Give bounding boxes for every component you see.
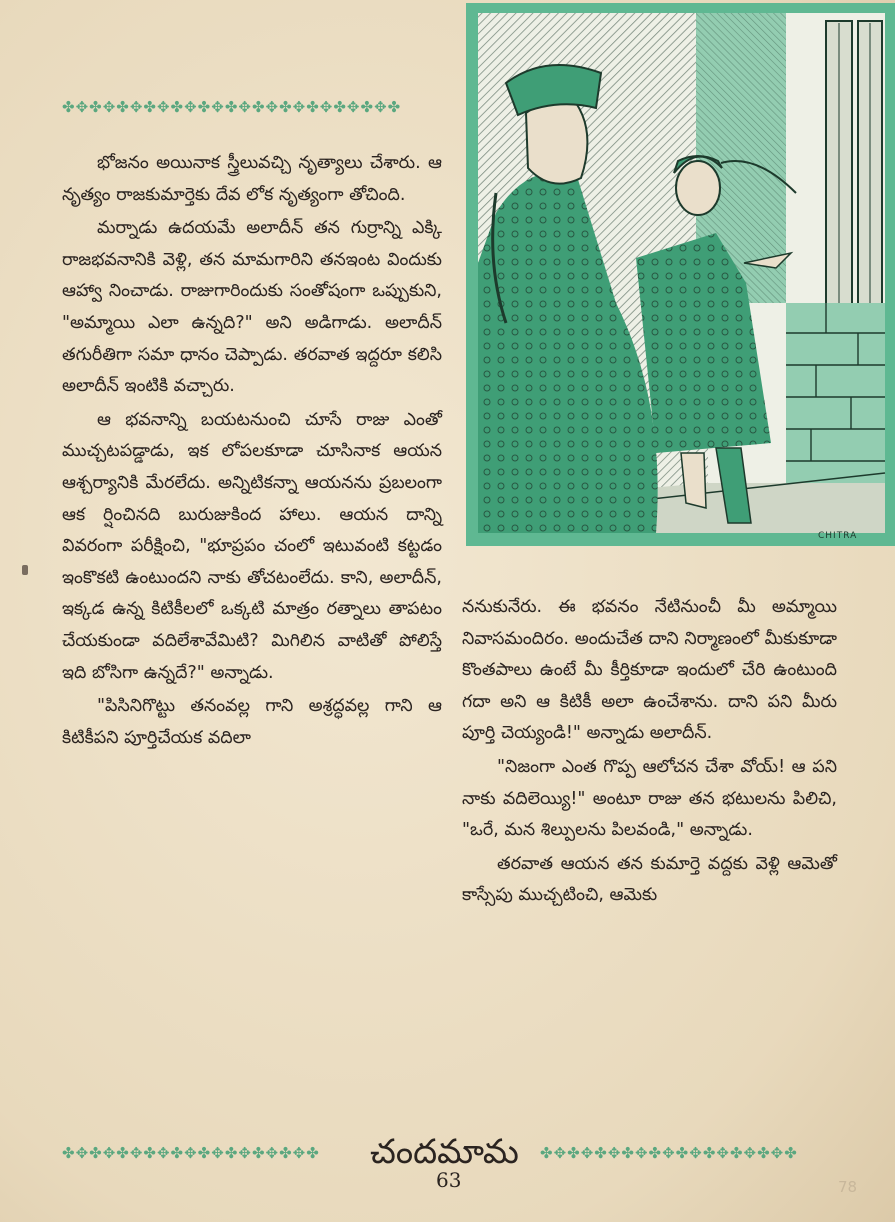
corner-pencil-mark: 78 — [838, 1178, 858, 1196]
paragraph: తరవాత ఆయన తన కుమార్తె వద్దకు వెళ్లి ఆమెతో కాస్సేపు ముచ్చటించి, ఆమెకు — [462, 853, 837, 906]
margin-mark — [22, 565, 28, 575]
ornament-band-footer-left: ✤✥✤✥✤✥✤✥✤✥✤✥✤✥✤✥✤✥✤ — [62, 1144, 320, 1162]
illustration-drawing — [466, 3, 895, 546]
magazine-title: చందమామ — [370, 1132, 519, 1172]
text-column-right — [462, 592, 837, 912]
text-column-left — [62, 148, 442, 754]
paragraph: "పిసినిగొట్టు తనంవల్ల గాని అశ్రద్ధవల్ల గాని ఆ కిటికీపని పూర్తిచేయక వదిలా — [62, 696, 442, 748]
ornament-band-footer-right: ✤✥✤✥✤✥✤✥✤✥✤✥✤✥✤✥✤✥✤ — [540, 1144, 798, 1162]
paragraph: ఆ భవనాన్ని బయటనుంచి చూసే రాజు ఎంతో ముచ్చటపడ్డాడు, ఇక లోపలకూడా చూసినాక ఆయన ఆశ్చర్యానికి మేరలేదు. అన్నిటికన్నా ఆయనను ప్రబలంగా ఆక ర్షించినది బురుజుకింద హాలు. ఆయన దాన్ని వివరంగా పరీక్షించి, "భూప్రపం చంలో ఇటువంటి కట్టడం ఇంకొకటి ఉంటుందని నాకు తోచటంలేదు. కాని, అలాదీన్, ఇక్కడ ఉన్న కిటికీలలో ఒక్కటి మాత్రం రత్నాలు తాపటం చేయకుండా వదిలేశావేమిటి? మిగిలిన వాటితో పోలిస్తే ఇది బోసిగా ఉన్నదే?" అన్నాడు. — [62, 409, 442, 683]
illustrator-signature: CHITRA — [818, 531, 858, 541]
ornament-band-top: ✤✥✤✥✤✥✤✥✤✥✤✥✤✥✤✥✤✥✤✥✤✥✤✥✤ — [62, 98, 402, 116]
paragraph: ననుకునేరు. ఈ భవనం నేటినుంచీ మీ అమ్మాయి నివాసమందిరం. అందుచేత దాని నిర్మాణంలో మీకుకూడా కొంతపాలు ఉంటే మీ కీర్తికూడా ఇందులో చేరి ఉంటుంది గదా అని ఆ కిటికీ అలా ఉంచేశాను. దాని పని మీరు పూర్తి చెయ్యండి!" అన్నాడు అలాదీన్. — [462, 597, 837, 744]
paragraph: భోజనం అయినాక స్త్రీలువచ్చి నృత్యాలు చేశారు. ఆ నృత్యం రాజకుమార్తెకు దేవ లోక నృత్యంగా తోచింది. — [62, 153, 442, 205]
page-number: 63 — [436, 1168, 462, 1192]
paragraph: "నిజంగా ఎంత గొప్ప ఆలోచన చేశా వోయ్! ఆ పని నాకు వదిలెయ్యి!" అంటూ రాజు తన భటులను పిలిచి, "ఒరే, మన శిల్పులను పిలవండి," అన్నాడు. — [462, 756, 837, 841]
paragraph: మర్నాడు ఉదయమే అలాదీన్ తన గుర్రాన్ని ఎక్కి రాజభవనానికి వెళ్లి, తన మామగారిని తనఇంట విందుకు ఆహ్వా నించాడు. రాజుగారిందుకు సంతోషంగా ఒప్పుకుని, "అమ్మాయి ఎలా ఉన్నది?" అని అడిగాడు. అలాదీన్ తగురీతిగా సమా ధానం చెప్పాడు. తరవాత ఇద్దరూ కలిసి అలాదీన్ ఇంటికి వచ్చారు. — [62, 218, 442, 397]
story-illustration — [466, 3, 895, 546]
